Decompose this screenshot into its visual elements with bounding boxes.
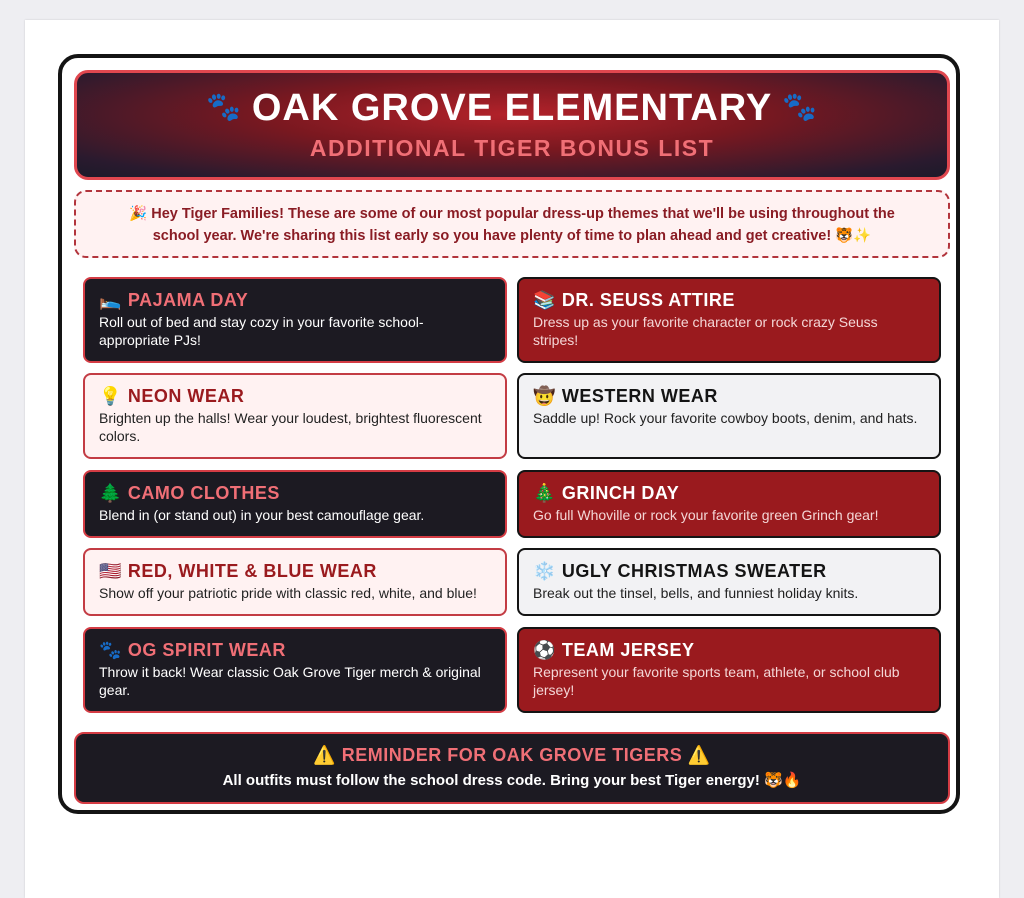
cowboy-icon: 🤠: [533, 386, 556, 406]
reminder-title: ⚠️ REMINDER FOR OAK GROVE TIGERS ⚠️: [313, 745, 711, 765]
theme-title: [533, 560, 925, 582]
list-subtitle: ADDITIONAL TIGER BONUS LIST: [309, 135, 715, 161]
theme-title-text: WESTERN WEAR: [561, 386, 718, 406]
theme-title-text: TEAM JERSEY: [561, 640, 695, 660]
paw-icon: 🐾: [99, 640, 122, 660]
theme-title: [533, 289, 925, 311]
theme-card-og-spirit-wear: [83, 627, 507, 713]
theme-title: [99, 639, 491, 661]
evergreen-tree-icon: 🌲: [99, 483, 122, 503]
theme-description: Go full Whoville or rock your favorite green Grinch gear!: [533, 507, 879, 523]
theme-title-text: CAMO CLOTHES: [127, 483, 280, 503]
theme-card-neon-wear: [83, 373, 507, 459]
snowflake-icon: ❄️: [533, 561, 556, 581]
theme-title: [99, 385, 491, 407]
books-icon: 📚: [533, 290, 556, 310]
theme-card-camo-clothes: [83, 470, 507, 538]
theme-title: [533, 385, 925, 407]
theme-description: Dress up as your favorite character or rock crazy Seuss stripes!: [533, 314, 878, 348]
theme-card-pajama-day: [83, 277, 507, 363]
theme-title-text: GRINCH DAY: [561, 483, 680, 503]
theme-description: Roll out of bed and stay cozy in your favorite school-appropriate PJs!: [99, 314, 424, 348]
christmas-tree-icon: 🎄: [533, 483, 556, 503]
theme-description: Throw it back! Wear classic Oak Grove Tiger merch & original gear.: [99, 664, 481, 698]
theme-description: Represent your favorite sports team, athlete, or school club jersey!: [533, 664, 900, 698]
reminder-text: All outfits must follow the school dress code. Bring your best Tiger energy! 🐯🔥: [222, 772, 802, 789]
theme-description: Saddle up! Rock your favorite cowboy boots, denim, and hats.: [533, 410, 918, 426]
theme-title-text: NEON WEAR: [127, 386, 245, 406]
theme-title: [533, 482, 925, 504]
theme-card-red-white-blue: [83, 548, 507, 616]
lightbulb-icon: 💡: [99, 386, 122, 406]
theme-card-western-wear: [517, 373, 941, 459]
theme-title: [99, 560, 491, 582]
theme-title: [99, 289, 491, 311]
theme-title: [99, 482, 491, 504]
theme-title-text: UGLY CHRISTMAS SWEATER: [561, 561, 827, 581]
school-title: [77, 87, 947, 130]
theme-description: Show off your patriotic pride with classic red, white, and blue!: [99, 585, 477, 601]
theme-title-text: PAJAMA DAY: [127, 290, 249, 310]
theme-title: [533, 639, 925, 661]
theme-description: Break out the tinsel, bells, and funniest holiday knits.: [533, 585, 859, 601]
paw-icon: 🐾: [205, 91, 242, 122]
theme-card-grinch-day: [517, 470, 941, 538]
theme-card-dr-seuss: [517, 277, 941, 363]
header-banner: [74, 70, 950, 180]
paw-icon: 🐾: [782, 91, 819, 122]
theme-title-text: DR. SEUSS ATTIRE: [561, 290, 735, 310]
reminder-banner: [74, 732, 950, 804]
bed-icon: 🛌: [99, 290, 122, 310]
theme-card-team-jersey: [517, 627, 941, 713]
theme-title-text: OG SPIRIT WEAR: [127, 640, 286, 660]
school-title-text: OAK GROVE ELEMENTARY: [251, 87, 773, 129]
soccer-ball-icon: ⚽: [533, 640, 556, 660]
theme-title-text: RED, WHITE & BLUE WEAR: [127, 561, 377, 581]
intro-message: 🎉 Hey Tiger Families! These are some of our most popular dress-up themes that we'll be using throughout the school year. We're sharing this list early so you have plenty of time to plan ahead and get creative! 🐯✨: [74, 190, 950, 258]
theme-card-ugly-sweater: [517, 548, 941, 616]
theme-description: Brighten up the halls! Wear your loudest, brightest fluorescent colors.: [99, 410, 482, 444]
us-flag-icon: 🇺🇸: [99, 561, 122, 581]
theme-description: Blend in (or stand out) in your best camouflage gear.: [99, 507, 425, 523]
